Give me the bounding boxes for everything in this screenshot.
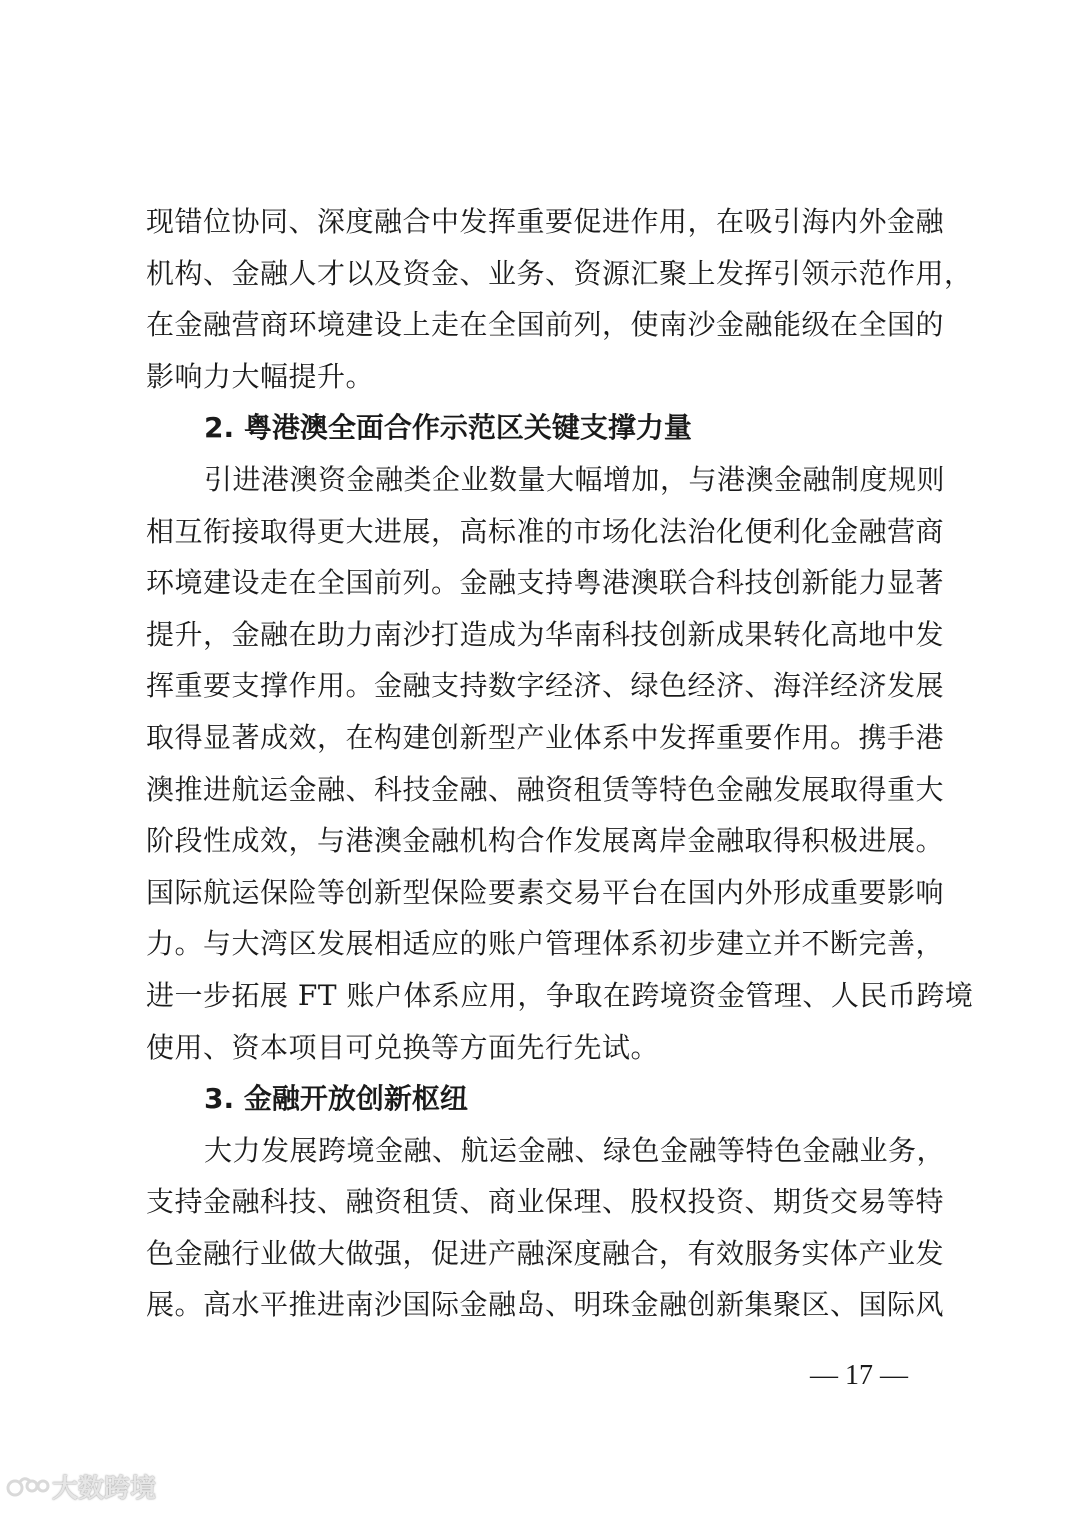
text-line: 现错位协同、深度融合中发挥重要促进作用，在吸引海内外金融 bbox=[146, 205, 945, 238]
text-line: 相互衔接取得更大进展，高标准的市场化法治化便利化金融营商 bbox=[146, 514, 945, 548]
text-line: 支持金融科技、融资租赁、商业保理、股权投资、期货交易等特 bbox=[146, 1185, 945, 1219]
text-line: 色金融行业做大做强，促进产融深度融合，有效服务实体产业发 bbox=[146, 1236, 945, 1270]
text-line: 提升，金融在助力南沙打造成为华南科技创新成果转化高地中发 bbox=[146, 617, 945, 651]
text-line: 影响力大幅提升。 bbox=[146, 359, 375, 393]
text-line: 大力发展跨境金融、航运金融、绿色金融等特色金融业务， bbox=[204, 1133, 946, 1167]
text-line: 阶段性成效，与港澳金融机构合作发展离岸金融取得积极进展。 bbox=[146, 824, 945, 858]
text-line: 取得显著成效，在构建创新型产业体系中发挥重要作用。携手港 bbox=[146, 720, 945, 754]
watermark bbox=[6, 1468, 156, 1505]
section-heading-2: 2. 粤港澳全面合作示范区关键支撑力量 bbox=[204, 411, 692, 445]
watermark-text: 大数跨境 bbox=[52, 1474, 157, 1504]
text-line: 在金融营商环境建设上走在全国前列，使南沙金融能级在全国的 bbox=[146, 308, 945, 342]
text-line: 国际航运保险等创新型保险要素交易平台在国内外形成重要影响 bbox=[146, 875, 945, 909]
brand-logo-icon bbox=[6, 1472, 50, 1502]
text-line: 力。与大湾区发展相适应的账户管理体系初步建立并不断完善， bbox=[146, 927, 945, 961]
section-heading-3: 3. 金融开放创新枢纽 bbox=[204, 1082, 468, 1116]
text-line: 引进港澳资金融类企业数量大幅增加，与港澳金融制度规则 bbox=[204, 462, 946, 496]
paragraph-section-2 bbox=[146, 454, 974, 1073]
text-line: 挥重要支撑作用。金融支持数字经济、绿色经济、海洋经济发展 bbox=[146, 669, 945, 703]
paragraph-continuation bbox=[146, 196, 973, 402]
document-body bbox=[146, 196, 974, 1331]
text-line: 进一步拓展 FT 账户体系应用，争取在跨境资金管理、人民币跨境 bbox=[146, 978, 974, 1012]
text-line: 澳推进航运金融、科技金融、融资租赁等特色金融发展取得重大 bbox=[146, 772, 945, 806]
paragraph-section-3 bbox=[146, 1125, 948, 1331]
text-line: 使用、资本项目可兑换等方面先行先试。 bbox=[146, 1030, 660, 1064]
text-line: 机构、金融人才以及资金、业务、资源汇聚上发挥引领示范作用， bbox=[146, 256, 973, 290]
text-line: 环境建设走在全国前列。金融支持粤港澳联合科技创新能力显著 bbox=[146, 566, 945, 600]
text-line: 展。高水平推进南沙国际金融岛、明珠金融创新集聚区、国际风 bbox=[146, 1288, 945, 1322]
page-number: — 17 — bbox=[810, 1360, 908, 1391]
